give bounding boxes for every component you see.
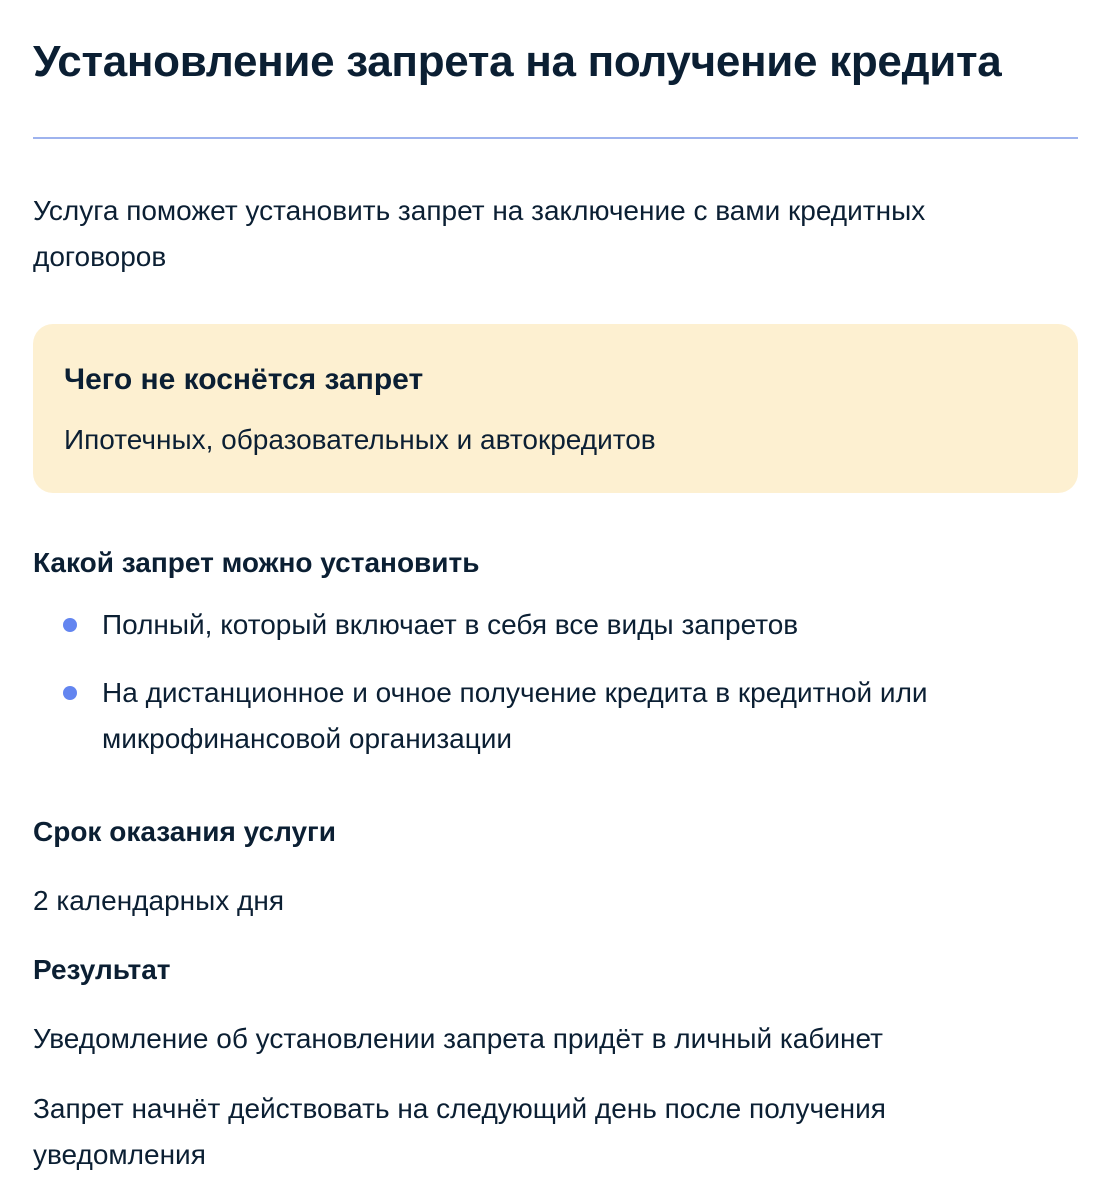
- list-item: [33, 602, 1002, 648]
- notice-text: Ипотечных, образовательных и автокредитов: [64, 424, 656, 455]
- ban-types-list: [33, 602, 1078, 762]
- list-item-text: Полный, который включает в себя все виды запретов: [102, 609, 799, 640]
- result-title: Результат: [33, 954, 171, 985]
- service-description: Услуга поможет установить запрет на заключение с вами кредитных договоров: [33, 195, 926, 272]
- ban-types-title: Какой запрет можно установить: [33, 547, 480, 578]
- bullet-dot-icon: [63, 686, 77, 700]
- result-line-1: Уведомление об установлении запрета придёт в личный кабинет: [33, 1023, 883, 1054]
- result-line-2: Запрет начнёт действовать на следующий день после получения уведомления: [33, 1093, 886, 1170]
- list-item-text: На дистанционное и очное получение кредита в кредитной или микрофинансовой организации: [102, 677, 928, 754]
- notice-panel: [33, 324, 1078, 493]
- title-divider: [33, 137, 1078, 139]
- page-title: Установление запрета на получение кредита: [33, 37, 1002, 86]
- list-item: [33, 670, 1002, 762]
- notice-title: Чего не коснётся запрет: [64, 363, 424, 396]
- bullet-dot-icon: [63, 618, 77, 632]
- term-title: Срок оказания услуги: [33, 816, 336, 847]
- term-value: 2 календарных дня: [33, 885, 284, 916]
